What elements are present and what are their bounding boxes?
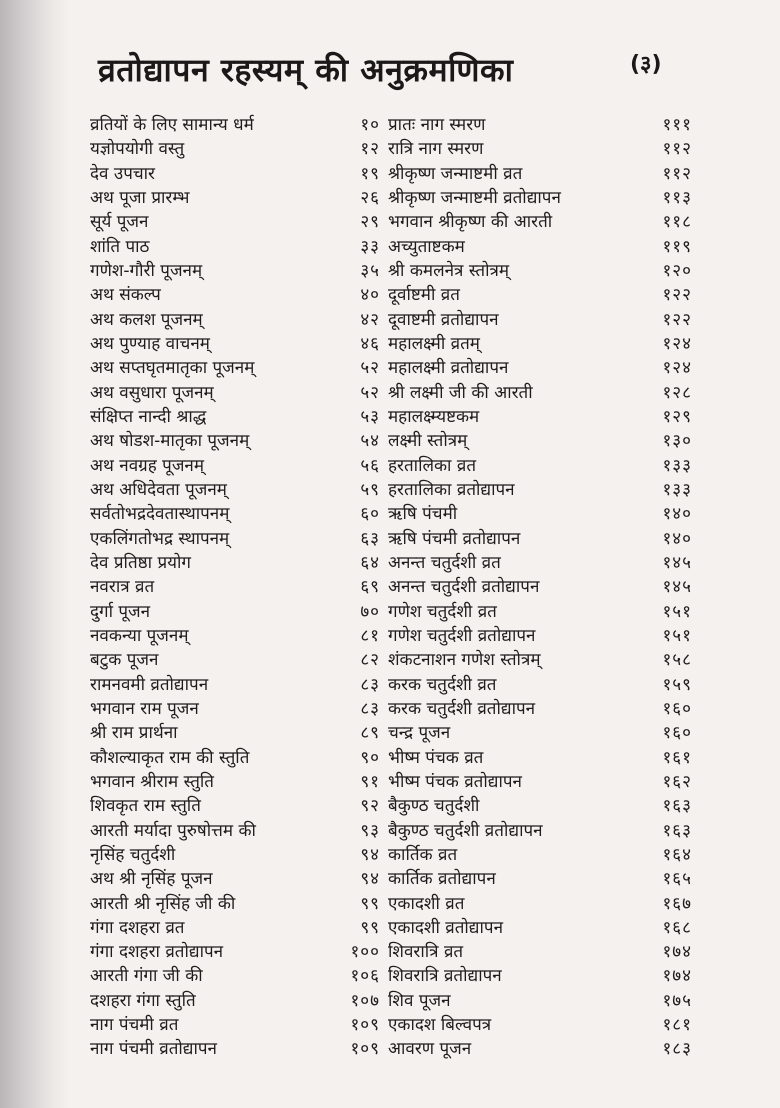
toc-entry xyxy=(388,697,692,721)
toc-entry xyxy=(388,502,692,526)
toc-entry xyxy=(388,429,692,453)
toc-entry-title: अथ वसुधारा पूजनम् xyxy=(90,382,214,403)
toc-entry-page: ९३ xyxy=(360,820,380,841)
toc-entry xyxy=(90,624,380,648)
toc-entry xyxy=(388,454,692,478)
toc-entry xyxy=(388,186,692,210)
toc-entry xyxy=(90,235,380,259)
toc-entry-page: १४५ xyxy=(662,552,692,573)
toc-entry-title: शिवकृत राम स्तुति xyxy=(90,796,201,817)
toc-entry xyxy=(90,478,380,502)
toc-entry-page: ८३ xyxy=(360,698,380,719)
toc-entry-page: ९० xyxy=(360,747,380,768)
toc-entry xyxy=(90,600,380,624)
toc-entry-page: ९४ xyxy=(360,844,380,865)
toc-entry-title: अथ कलश पूजनम् xyxy=(90,309,203,330)
toc-entry xyxy=(90,454,380,478)
toc-entry-page: ४२ xyxy=(360,309,380,330)
toc-entry-page: १५८ xyxy=(662,650,692,671)
toc-entry-page: ५९ xyxy=(360,479,380,500)
toc-entry-page: १४५ xyxy=(662,577,692,598)
toc-entry-page: १६५ xyxy=(662,869,692,890)
toc-entry xyxy=(90,989,380,1013)
toc-entry xyxy=(90,673,380,697)
toc-entry xyxy=(90,648,380,672)
toc-entry-title: रात्रि नाग स्मरण xyxy=(388,139,484,160)
toc-entry-page: २६ xyxy=(360,187,380,208)
toc-entry-title: दशहरा गंगा स्तुति xyxy=(90,990,196,1011)
toc-entry-title: शांति पाठ xyxy=(90,236,150,257)
toc-entry-page: ४० xyxy=(360,285,380,306)
toc-entry xyxy=(388,210,692,234)
toc-entry-page: १४० xyxy=(662,504,692,525)
toc-entry-title: गणेश चतुर्दशी व्रतोद्यापन xyxy=(388,625,536,646)
toc-entry xyxy=(90,746,380,770)
toc-entry-title: आवरण पूजन xyxy=(388,1039,472,1060)
toc-entry-title: श्री राम प्रार्थना xyxy=(90,723,178,744)
toc-entry-title: अथ संकल्प xyxy=(90,285,161,306)
toc-entry-page: १६२ xyxy=(662,771,692,792)
toc-entry xyxy=(90,162,380,186)
toc-entry xyxy=(388,405,692,429)
toc-entry xyxy=(388,867,692,891)
toc-entry-title: बैकुण्ठ चतुर्दशी व्रतोद्यापन xyxy=(388,820,543,841)
toc-entry-page: १०७ xyxy=(350,990,380,1011)
toc-entry-title: करक चतुर्दशी व्रत xyxy=(388,674,497,695)
toc-entry xyxy=(388,162,692,186)
toc-entry xyxy=(90,770,380,794)
toc-entry xyxy=(90,964,380,988)
toc-entry-page: १२० xyxy=(662,260,692,281)
toc-entry-page: १२२ xyxy=(662,285,692,306)
toc-entry-title: कौशल्याकृत राम की स्तुति xyxy=(90,747,250,768)
toc-entry-title: सूर्य पूजन xyxy=(90,212,149,233)
toc-entry xyxy=(388,721,692,745)
toc-entry-title: भगवान श्रीकृष्ण की आरती xyxy=(388,212,553,233)
toc-entry xyxy=(90,843,380,867)
toc-entry xyxy=(388,478,692,502)
toc-entry xyxy=(388,648,692,672)
toc-entry-page: १४० xyxy=(662,528,692,549)
toc-entry-title: लक्ष्मी स्तोत्रम् xyxy=(388,431,468,452)
toc-entry-page: १५१ xyxy=(662,625,692,646)
toc-entry-page: १८१ xyxy=(662,1015,692,1036)
toc-entry-page: ६४ xyxy=(360,552,380,573)
toc-entry xyxy=(388,527,692,551)
toc-right-column xyxy=(388,113,692,1062)
toc-entry-title: दूर्वाष्टमी व्रत xyxy=(388,285,460,306)
toc-entry xyxy=(388,137,692,161)
toc-entry-page: १११ xyxy=(662,115,692,135)
toc-entry-page: ११३ xyxy=(662,187,692,208)
toc-entry-title: अथ नवग्रह पूजनम् xyxy=(90,455,205,476)
toc-entry-page: ६९ xyxy=(360,577,380,598)
toc-entry-page: १०६ xyxy=(350,966,380,987)
toc-entry-title: महालक्ष्मी व्रतोद्यापन xyxy=(388,358,509,379)
toc-entry-title: देव उपचार xyxy=(90,163,156,184)
toc-entry-title: गंगा दशहरा व्रतोद्यापन xyxy=(90,942,224,963)
toc-entry xyxy=(90,137,380,161)
toc-entry-page: ११८ xyxy=(662,212,692,233)
toc-entry-page: १५९ xyxy=(662,674,692,695)
toc-entry-title: करक चतुर्दशी व्रतोद्यापन xyxy=(388,698,536,719)
toc-entry-title: अथ षोडश-मातृका पूजनम् xyxy=(90,431,250,452)
toc-entry xyxy=(90,867,380,891)
toc-entry-title: अथ अधिदेवता पूजनम् xyxy=(90,479,227,500)
toc-entry-title: कार्तिक व्रतोद्यापन xyxy=(388,869,496,890)
toc-entry xyxy=(388,1037,692,1061)
toc-entry-page: ८९ xyxy=(360,723,380,744)
toc-entry-page: ३५ xyxy=(360,260,380,281)
toc-entry xyxy=(388,673,692,697)
toc-entry xyxy=(388,259,692,283)
toc-entry xyxy=(388,794,692,818)
toc-entry xyxy=(90,283,380,307)
toc-entry-page: ९९ xyxy=(360,917,380,938)
toc-entry-page: ११९ xyxy=(662,236,692,257)
toc-entry-page: ५६ xyxy=(360,455,380,476)
toc-entry-title: शिव पूजन xyxy=(388,990,451,1011)
toc-entry-page: ८१ xyxy=(360,625,380,646)
toc-entry xyxy=(90,332,380,356)
toc-entry xyxy=(388,819,692,843)
toc-entry xyxy=(388,770,692,794)
toc-left-column xyxy=(90,113,380,1062)
toc-entry xyxy=(90,940,380,964)
toc-entry-page: ८२ xyxy=(360,650,380,671)
toc-entry-title: अथ सप्तघृतमातृका पूजनम् xyxy=(90,358,255,379)
toc-entry xyxy=(90,113,380,137)
toc-entry-page: १७५ xyxy=(662,990,692,1011)
toc-entry-page: १६३ xyxy=(662,796,692,817)
toc-entry-page: ३३ xyxy=(360,236,380,257)
toc-entry-page: १२९ xyxy=(662,406,692,427)
toc-entry xyxy=(90,1013,380,1037)
toc-entry-page: ५२ xyxy=(360,382,380,403)
toc-entry xyxy=(388,989,692,1013)
toc-entry-title: बैकुण्ठ चतुर्दशी xyxy=(388,796,480,817)
toc-entry-title: गंगा दशहरा व्रत xyxy=(90,917,185,938)
toc-entry-title: भगवान राम पूजन xyxy=(90,698,199,719)
toc-entry-title: देव प्रतिष्ठा प्रयोग xyxy=(90,552,191,573)
toc-entry xyxy=(90,381,380,405)
toc-entry-title: ऋषि पंचमी व्रतोद्यापन xyxy=(388,528,521,549)
toc-entry-title: नाग पंचमी व्रत xyxy=(90,1015,179,1036)
toc-entry-title: सर्वतोभद्रदेवतास्थापनम् xyxy=(90,504,230,525)
toc-entry-title: आरती गंगा जी की xyxy=(90,966,203,987)
toc-entry-title: श्रीकृष्ण जन्माष्टमी व्रत xyxy=(388,163,523,184)
toc-entry-page: १२८ xyxy=(662,382,692,403)
toc-entry-page: १६१ xyxy=(662,747,692,768)
toc-entry xyxy=(90,259,380,283)
toc-entry xyxy=(90,527,380,551)
toc-entry-title: श्रीकृष्ण जन्माष्टमी व्रतोद्यापन xyxy=(388,187,561,208)
toc-entry-page: ५४ xyxy=(360,431,380,452)
toc-entry-title: शिवरात्रि व्रतोद्यापन xyxy=(388,966,502,987)
toc-entry xyxy=(90,1037,380,1061)
toc-entry xyxy=(90,356,380,380)
toc-entry xyxy=(90,186,380,210)
toc-entry-title: एकादश बिल्वपत्र xyxy=(388,1015,492,1036)
toc-entry-page: १७४ xyxy=(662,966,692,987)
toc-entry-title: कार्तिक व्रत xyxy=(388,844,458,865)
toc-entry xyxy=(388,551,692,575)
toc-entry-title: श्री लक्ष्मी जी की आरती xyxy=(388,382,533,403)
toc-entry-title: अथ श्री नृसिंह पूजन xyxy=(90,869,213,890)
toc-entry-title: हरतालिका व्रतोद्यापन xyxy=(388,479,515,500)
toc-entry xyxy=(90,502,380,526)
toc-entry-page: १८३ xyxy=(662,1039,692,1060)
toc-entry-page: ९१ xyxy=(360,771,380,792)
toc-entry-title: अच्युताष्टकम xyxy=(388,236,465,257)
toc-entry-page: १० xyxy=(360,115,380,135)
toc-entry-title: रामनवमी व्रतोद्यापन xyxy=(90,674,209,695)
toc-entry-title: चन्द्र पूजन xyxy=(388,723,451,744)
toc-entry xyxy=(90,210,380,234)
toc-entry-title: दूवाष्टमी व्रतोद्यापन xyxy=(388,309,499,330)
toc-entry xyxy=(90,429,380,453)
toc-entry-page: १६० xyxy=(662,723,692,744)
toc-entry-page: १६७ xyxy=(662,893,692,914)
toc-entry-title: आरती श्री नृसिंह जी की xyxy=(90,893,236,914)
page-title: व्रतोद्यापन रहस्यम् की अनुक्रमणिका xyxy=(98,51,514,89)
toc-entry-page: ८३ xyxy=(360,674,380,695)
toc-entry-title: यज्ञोपयोगी वस्तु xyxy=(90,139,185,160)
toc-entry-title: भीष्म पंचक व्रत xyxy=(388,747,484,768)
toc-entry xyxy=(388,308,692,332)
toc-entry-page: २९ xyxy=(360,212,380,233)
toc-entry-page: १२४ xyxy=(662,358,692,379)
toc-entry-page: ७० xyxy=(360,601,380,622)
toc-entry xyxy=(90,916,380,940)
toc-entry-page: १७४ xyxy=(662,942,692,963)
toc-entry-page: १०९ xyxy=(350,1039,380,1060)
toc-entry-page: १३३ xyxy=(662,479,692,500)
toc-entry xyxy=(388,575,692,599)
toc-entry xyxy=(90,697,380,721)
toc-entry-title: एकलिंगतोभद्र स्थापनम् xyxy=(90,528,230,549)
toc-entry xyxy=(388,1013,692,1037)
page-header xyxy=(98,48,698,100)
toc-entry-title: बटुक पूजन xyxy=(90,650,159,671)
toc-entry-title: हरतालिका व्रत xyxy=(388,455,477,476)
toc-entry-page: १०० xyxy=(350,942,380,963)
toc-entry-page: ९९ xyxy=(360,893,380,914)
toc-entry-page: १५१ xyxy=(662,601,692,622)
toc-entry-title: अनन्त चतुर्दशी व्रत xyxy=(388,552,501,573)
toc-entry-title: श्री कमलनेत्र स्तोत्रम् xyxy=(388,260,510,281)
toc-entry xyxy=(90,721,380,745)
toc-entry xyxy=(90,308,380,332)
toc-entry-title: अनन्त चतुर्दशी व्रतोद्यापन xyxy=(388,577,540,598)
toc-entry xyxy=(388,113,692,137)
toc-entry-title: गणेश चतुर्दशी व्रत xyxy=(388,601,497,622)
toc-entry xyxy=(90,405,380,429)
toc-entry xyxy=(90,794,380,818)
toc-entry-page: १९ xyxy=(360,163,380,184)
toc-entry-title: एकादशी व्रत xyxy=(388,893,465,914)
toc-entry xyxy=(388,843,692,867)
toc-entry xyxy=(388,235,692,259)
page-number: (३) xyxy=(630,52,662,77)
toc-entry-page: १२२ xyxy=(662,309,692,330)
toc-entry xyxy=(388,381,692,405)
toc-entry-page: १२४ xyxy=(662,333,692,354)
toc-entry-title: दुर्गा पूजन xyxy=(90,601,151,622)
toc-entry-title: भीष्म पंचक व्रतोद्यापन xyxy=(388,771,522,792)
toc-entry-title: आरती मर्यादा पुरुषोत्तम की xyxy=(90,820,256,841)
toc-entry xyxy=(388,892,692,916)
toc-entry xyxy=(90,575,380,599)
toc-entry-page: १६४ xyxy=(662,844,692,865)
toc-entry-title: व्रतियों के लिए सामान्य धर्म xyxy=(90,115,254,135)
toc-entry xyxy=(388,356,692,380)
toc-entry-title: नवरात्र व्रत xyxy=(90,577,155,598)
toc-entry xyxy=(388,283,692,307)
toc-entry-page: १६८ xyxy=(662,917,692,938)
toc-entry xyxy=(388,624,692,648)
toc-entry-title: भगवान श्रीराम स्तुति xyxy=(90,771,214,792)
toc-entry-page: १३३ xyxy=(662,455,692,476)
toc-entry xyxy=(388,746,692,770)
toc-entry-page: ४६ xyxy=(360,333,380,354)
toc-entry-title: नृसिंह चतुर्दशी xyxy=(90,844,176,865)
toc-entry-page: ६३ xyxy=(360,528,380,549)
toc-entry-page: १३० xyxy=(662,431,692,452)
toc-entry-title: ऋषि पंचमी xyxy=(388,504,458,525)
toc-entry-title: अथ पूजा प्रारम्भ xyxy=(90,187,190,208)
toc-entry-title: महालक्ष्मी व्रतम् xyxy=(388,333,480,354)
toc-entry xyxy=(388,916,692,940)
toc-entry-title: अथ पुण्याह वाचनम् xyxy=(90,333,210,354)
toc-entry-title: शंकटनाशन गणेश स्तोत्रम् xyxy=(388,650,541,671)
toc-entry-page: ११२ xyxy=(662,139,692,160)
toc-entry-page: १०९ xyxy=(350,1015,380,1036)
toc-entry-page: १६३ xyxy=(662,820,692,841)
toc-entry xyxy=(90,892,380,916)
toc-entry xyxy=(90,819,380,843)
toc-entry xyxy=(388,600,692,624)
toc-entry-page: १६० xyxy=(662,698,692,719)
toc-entry-page: ६० xyxy=(360,504,380,525)
toc-entry-title: महालक्ष्म्यष्टकम xyxy=(388,406,480,427)
toc-entry xyxy=(388,940,692,964)
toc-entry-page: ५२ xyxy=(360,358,380,379)
toc-entry xyxy=(90,551,380,575)
toc-entry xyxy=(388,964,692,988)
toc-entry-title: एकादशी व्रतोद्यापन xyxy=(388,917,504,938)
toc-entry-title: प्रातः नाग स्मरण xyxy=(388,115,486,135)
toc-entry-title: गणेश-गौरी पूजनम् xyxy=(90,260,203,281)
toc-entry-title: नाग पंचमी व्रतोद्यापन xyxy=(90,1039,217,1060)
toc-entry-page: ५३ xyxy=(360,406,380,427)
toc-entry-title: शिवरात्रि व्रत xyxy=(388,942,464,963)
toc-entry-page: १२ xyxy=(360,139,380,160)
toc-entry xyxy=(388,332,692,356)
toc-entry-title: नवकन्या पूजनम् xyxy=(90,625,189,646)
toc-entry-title: संक्षिप्त नान्दी श्राद्ध xyxy=(90,406,207,427)
toc-entry-page: ९४ xyxy=(360,869,380,890)
toc-entry-page: ११२ xyxy=(662,163,692,184)
toc-entry-page: ९२ xyxy=(360,796,380,817)
